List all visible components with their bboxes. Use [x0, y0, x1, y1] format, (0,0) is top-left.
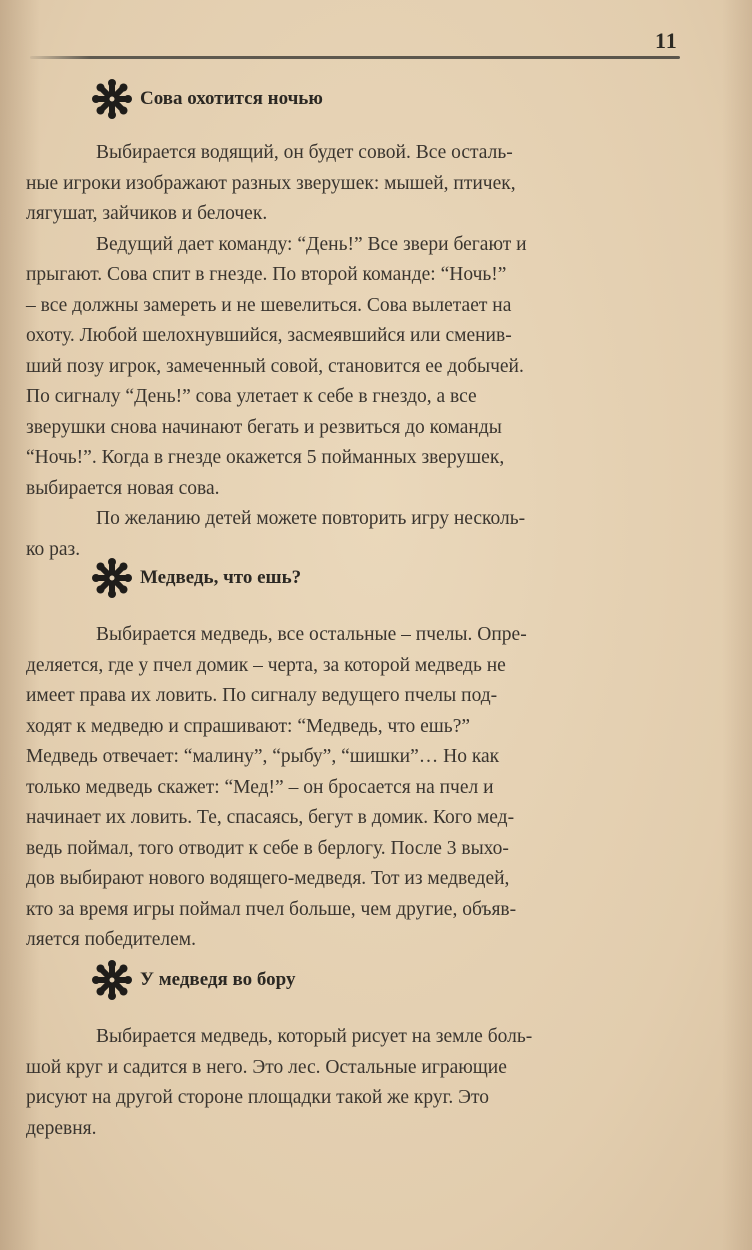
text-line: Медведь отвечает: “малину”, “рыбу”, “шишки”… Но как: [26, 746, 500, 767]
text-line: ходят к медведю и спрашивают: “Медведь, что ешь?”: [26, 715, 471, 737]
text-line: кто за время игры поймал пчел больше, чем другие, объяв-: [26, 898, 517, 920]
section-body-owl: [26, 138, 676, 565]
section-title: Сова охотится ночью: [140, 88, 323, 109]
text-line: начинает их ловить. Те, спасаясь, бегут в домик. Кого мед-: [26, 807, 515, 828]
text-line: шой круг и садится в него. Это лес. Остальные играющие: [26, 1056, 507, 1078]
text-line: лягушат, зайчиков и белочек.: [26, 203, 268, 224]
text-line: “Ночь!”. Когда в гнезде окажется 5 пойманных зверушек,: [26, 447, 505, 468]
text-line: Выбирается медведь, который рисует на земле боль-: [96, 1026, 533, 1047]
text-line: деревня.: [26, 1117, 97, 1139]
text-line: Ведущий дает команду: “День!” Все звери бегают и: [96, 233, 527, 255]
section-heading-forest: [92, 960, 295, 1000]
text-line: ляется победителем.: [26, 929, 196, 950]
text-line: – все должны замереть и не шевелиться. Сова вылетает на: [26, 294, 512, 316]
text-line: прыгают. Сова спит в гнезде. По второй команде: “Ночь!”: [26, 264, 507, 285]
text-line: ко раз.: [26, 538, 81, 560]
section-heading-owl: [92, 79, 323, 119]
snowflake-ornament-icon: [92, 79, 132, 119]
snowflake-ornament-icon: [92, 558, 132, 598]
text-line: Выбирается медведь, все остальные – пчелы. Опре-: [96, 624, 527, 645]
text-line: ные игроки изображают разных зверушек: мышей, птичек,: [26, 172, 516, 194]
text-line: По сигналу “День!” сова улетает к себе в гнездо, а все: [26, 386, 477, 407]
text-line: ший позу игрок, замеченный совой, становится ее добычей.: [26, 355, 524, 377]
section-body-bear: [26, 620, 676, 956]
section-title: Медведь, что ешь?: [140, 567, 302, 588]
text-line: Выбирается водящий, он будет совой. Все осталь-: [96, 142, 513, 163]
text-line: зверушки снова начинают бегать и резвиться до команды: [26, 416, 502, 438]
section-heading-bear: [92, 558, 301, 598]
text-line: рисуют на другой стороне площадки такой же круг. Это: [26, 1087, 490, 1108]
text-line: дов выбирают нового водящего-медведя. Тот из медведей,: [26, 868, 510, 889]
section-body-forest: [26, 1022, 676, 1144]
text-line: ведь поймал, того отводит к себе в берлогу. После 3 выхо-: [26, 837, 509, 859]
text-line: имеет права их ловить. По сигналу ведущего пчелы под-: [26, 685, 498, 706]
text-line: выбирается новая сова.: [26, 477, 220, 499]
section-title: У медведя во бору: [140, 969, 296, 990]
header-rule: [30, 56, 680, 59]
text-line: только медведь скажет: “Мед!” – он бросается на пчел и: [26, 776, 494, 798]
snowflake-ornament-icon: [92, 960, 132, 1000]
text-line: деляется, где у пчел домик – черта, за которой медведь не: [26, 654, 506, 676]
text-line: По желанию детей можете повторить игру несколь-: [96, 508, 526, 529]
text-line: охоту. Любой шелохнувшийся, засмеявшийся или сменив-: [26, 325, 512, 346]
page-number: 11: [655, 28, 678, 53]
